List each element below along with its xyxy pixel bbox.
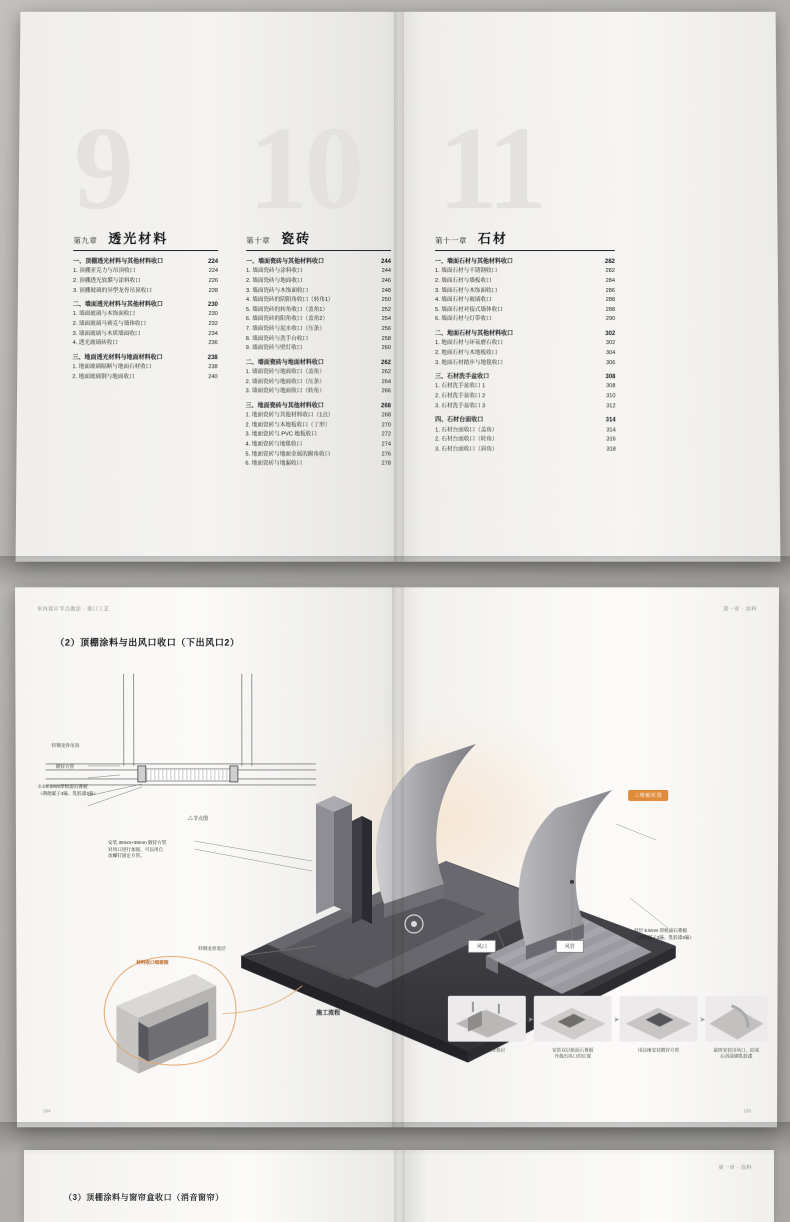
toc-item-text: 1. 地面玻璃隔断与地面石材收口 (72, 364, 152, 371)
toc-item[interactable] (435, 277, 615, 287)
process-step-1: 安装好吊龙骨基层 (468, 1047, 506, 1053)
toc-item[interactable] (246, 296, 391, 306)
callout-galvanized-tube: 镀锌方管 (55, 763, 75, 769)
toc-group (435, 372, 616, 411)
toc-item-page: 258 (381, 335, 391, 342)
toc-section-heading[interactable] (246, 401, 391, 411)
chapter-block-9 (72, 228, 218, 385)
toc-item-page: 236 (208, 340, 218, 347)
toc-item-page: 288 (605, 297, 616, 304)
callout-detail-title: 材料收口细部图 (136, 959, 169, 965)
page-number-right: 185 (743, 1108, 752, 1114)
toc-item-text: 2. 墙面瓷砖与地面收口 (246, 277, 303, 284)
spread-shadow-top (0, 556, 790, 590)
toc-item-text: 2. 墙面玻璃马赛克与墙体收口 (72, 321, 147, 328)
toc-item-text: 5. 地面瓷砖与地面金属的踢角收口 (245, 451, 331, 458)
bottom-partial-title: （3）顶棚涂料与窗帘盒收口（消音窗帘） (64, 1193, 224, 1202)
toc-item[interactable] (246, 277, 391, 287)
toc-item-text: 1. 石材台面收口（盖角） (435, 426, 498, 434)
toc-item[interactable] (246, 306, 391, 316)
toc-item-text: 1. 墙面石材与不锈钢收口 (434, 268, 498, 275)
toc-item[interactable] (245, 421, 390, 431)
toc-section-page: 314 (605, 417, 616, 424)
toc-item[interactable] (435, 296, 615, 306)
toc-section-page: 308 (605, 374, 616, 381)
toc-item-text: 3. 墙面瓷砖与地面收口（转角） (245, 388, 325, 395)
toc-spread (16, 12, 781, 562)
toc-item-text: 3. 顶棚玻璃的异型龙骨吊顶收口 (72, 287, 152, 294)
toc-group (435, 416, 616, 455)
toc-item-page: 306 (606, 359, 616, 366)
toc-item-page: 312 (606, 402, 616, 409)
toc-section-page: 262 (380, 359, 391, 366)
toc-item-text: 2. 墙面石材与墙板收口 (434, 277, 492, 284)
toc-section-text: 一、墙面瓷砖与其他材料收口 (246, 259, 325, 266)
chapter-block-11 (435, 228, 616, 457)
toc-group (245, 401, 391, 469)
toc-item-text: 3. 墙面瓷砖与木饰面收口 (245, 287, 309, 294)
toc-section-text: 二、墙面透光材料与其他材料收口 (72, 302, 163, 309)
toc-item[interactable] (246, 335, 391, 345)
toc-item[interactable] (435, 383, 615, 393)
toc-item[interactable] (435, 306, 615, 316)
toc-item-page: 316 (606, 436, 616, 443)
toc-section-heading[interactable] (73, 300, 218, 310)
toc-group (246, 257, 391, 354)
toc-item-page: 290 (605, 316, 616, 323)
toc-item[interactable] (72, 363, 217, 373)
toc-item[interactable] (73, 330, 218, 340)
toc-item-page: 304 (605, 349, 616, 356)
toc-item-text: 4. 地面瓷砖与地毯收口 (245, 441, 303, 448)
badge-3d-analysis: 三维解析图 (628, 790, 668, 801)
toc-item[interactable] (435, 426, 616, 436)
toc-section-heading[interactable] (435, 372, 615, 382)
chapter-title: 石材 (477, 231, 508, 247)
toc-item[interactable] (245, 431, 391, 441)
toc-item-text: 4. 墙面瓷砖的阴阳角收口（转角1） (245, 297, 334, 304)
toc-item-page: 240 (208, 373, 218, 381)
ghost-number-11: 11 (437, 101, 544, 235)
callout-install-tube: 安装 30mm×30mm 镀锌方管 对风口进行加固，可以用自 攻螺钉固定方管。 (107, 839, 167, 859)
toc-section-page: 302 (605, 331, 616, 338)
toc-item-text: 1. 墙面瓷砖与涂料收口 (246, 268, 303, 275)
toc-item-page: 250 (381, 297, 391, 304)
toc-item[interactable] (245, 460, 391, 470)
toc-section-heading[interactable] (72, 353, 217, 363)
process-panel-3 (620, 996, 698, 1042)
toc-section-heading[interactable] (246, 257, 391, 267)
toc-item[interactable] (246, 412, 391, 422)
bottom-partial-spread (24, 1150, 774, 1222)
toc-section-text: 一、墙面石材与其他材料收口 (434, 259, 513, 266)
toc-item-page: 260 (381, 345, 391, 352)
toc-item[interactable] (73, 310, 218, 320)
running-head-right: 第一章 · 涂料 (723, 606, 757, 613)
toc-left-page (16, 12, 398, 562)
technical-spread (15, 587, 779, 1127)
toc-item[interactable] (246, 315, 391, 325)
toc-section-text: 三、地面瓷砖与其他材料收口 (245, 403, 324, 410)
toc-group (246, 358, 391, 397)
toc-item-page: 268 (381, 412, 391, 419)
toc-right-page (398, 12, 780, 562)
chapter-label: 第十一章 (434, 236, 467, 246)
toc-item-page: 288 (605, 306, 616, 313)
toc-item[interactable] (246, 325, 391, 335)
process-panel-1 (448, 996, 526, 1042)
toc-section-text: 一、顶棚透光材料与其他材料收口 (73, 259, 164, 266)
toc-item-page: 284 (605, 277, 615, 284)
toc-item-page: 234 (208, 330, 218, 337)
chapter-title: 透光材料 (108, 231, 169, 247)
toc-item-page: 246 (381, 277, 392, 284)
section-caption: △节点图 (187, 815, 208, 822)
toc-item[interactable] (435, 339, 615, 349)
toc-item-page: 308 (606, 383, 616, 390)
toc-item[interactable] (435, 267, 615, 277)
toc-section-heading[interactable] (73, 257, 218, 267)
toc-item-text: 3. 石材台面收口（斜角） (435, 446, 498, 453)
toc-section-page: 238 (207, 354, 218, 362)
toc-item-text: 2. 墙面瓷砖与地面收口（压条） (245, 378, 325, 385)
toc-item-page: 244 (381, 268, 392, 275)
toc-item[interactable] (246, 287, 391, 297)
callout-double-gypsum: 双层 9.5mm 厚纸面石膏板 （满批腻子3遍、乳胶漆3遍） (633, 927, 695, 940)
bottom-running-head: 第一章 · 涂料 (718, 1165, 752, 1171)
toc-section-text: 四、石材台面收口 (435, 417, 484, 424)
toc-item-text: 5. 墙面石材对接式墙体收口 (435, 306, 503, 313)
process-step-2: 安装双层纸面石膏板 并裁出风口的位置 (552, 1047, 594, 1060)
toc-group (72, 353, 217, 383)
toc-item-text: 9. 墙面瓷砖与壁灯收口 (245, 345, 303, 352)
toc-item-text: 1. 地面石材与环氧磨石收口 (435, 340, 503, 347)
toc-item-page: 248 (381, 287, 391, 294)
toc-section-page: 224 (208, 259, 219, 266)
process-arrow-3: ➤ (699, 1016, 706, 1024)
chapter-head-11 (435, 228, 615, 251)
chapter-label: 第十章 (246, 236, 271, 246)
toc-item-text: 1. 墙面玻璃与木饰面收口 (72, 311, 136, 318)
toc-group (435, 329, 615, 368)
process-step-4: 最终安装出风口，结束 后再涂刷乳胶漆 (713, 1047, 760, 1060)
toc-item-text: 4. 透光玻璃砖收口 (72, 340, 119, 347)
toc-item-page: 310 (606, 393, 616, 400)
toc-item-text: 2. 顶棚透光软膜与涂料收口 (73, 277, 141, 284)
toc-item[interactable] (246, 368, 391, 378)
toc-item-page: 264 (381, 378, 391, 385)
toc-section-page: 244 (380, 259, 392, 266)
toc-item-page: 254 (381, 316, 391, 323)
toc-item-page: 314 (606, 426, 616, 434)
chapter-label: 第九章 (73, 236, 98, 246)
process-arrow-2: ➤ (613, 1016, 620, 1024)
toc-item-page: 272 (381, 431, 391, 438)
toc-section-heading[interactable] (435, 416, 616, 426)
toc-item-text: 5. 墙面瓷砖的转角收口（盖角1） (245, 306, 329, 313)
toc-item-text: 6. 墙面石材与灯带收口 (435, 316, 492, 323)
toc-item-text: 3. 墙面玻璃与木质墙面收口 (72, 330, 141, 337)
toc-item-page: 238 (208, 364, 218, 371)
toc-item-text: 3. 地面石材踏步与地毯收口 (435, 359, 503, 366)
toc-item-page: 278 (381, 460, 391, 468)
chapter-block-10 (245, 228, 391, 472)
chapter-title: 瓷砖 (281, 231, 312, 247)
toc-section-page: 230 (207, 302, 218, 309)
chapter-head-9 (73, 228, 218, 251)
chapter-head-10 (246, 228, 391, 251)
toc-item-page: 256 (381, 325, 391, 333)
toc-item[interactable] (73, 267, 218, 277)
toc-group (73, 257, 218, 296)
toc-item-text: 1. 墙面瓷砖与地面收口（盖角） (245, 369, 325, 376)
toc-item[interactable] (435, 436, 616, 446)
toc-group (73, 300, 218, 349)
toc-item[interactable] (73, 320, 218, 330)
toc-item-text: 1. 石材洗手盆收口 1 (435, 383, 486, 390)
toc-section-heading[interactable] (435, 257, 615, 267)
toc-item-text: 2. 石材台面收口（转角） (435, 436, 498, 443)
toc-item-page: 232 (208, 321, 218, 328)
toc-item-text: 3. 墙面石材与木饰面收口 (435, 287, 498, 294)
toc-item[interactable] (73, 277, 218, 287)
toc-section-text: 三、石材洗手盆收口 (435, 374, 490, 381)
ghost-number-10: 10 (248, 101, 361, 235)
toc-item-text: 2. 石材洗手盆收口 2 (435, 393, 486, 400)
toc-item[interactable] (73, 339, 218, 349)
toc-section-heading[interactable] (246, 358, 391, 368)
toc-item[interactable] (435, 349, 615, 359)
toc-section-text: 二、墙面瓷砖与地面材料收口 (245, 359, 324, 366)
toc-item-text: 2. 地面瓷砖与木地板收口（丁形） (245, 422, 331, 429)
toc-item[interactable] (72, 373, 217, 383)
page-number-left: 184 (42, 1108, 51, 1114)
toc-section-text: 三、地面透光材料与地面材料收口 (72, 354, 163, 362)
toc-section-page: 282 (604, 259, 615, 266)
toc-item[interactable] (246, 378, 391, 388)
process-arrow-1: ➤ (527, 1016, 534, 1024)
toc-item-page: 274 (381, 441, 391, 448)
tag-air-duct: 风管 (556, 940, 584, 953)
toc-group (435, 257, 615, 325)
toc-item-text: 4. 墙面石材与玻璃收口 (435, 297, 492, 304)
spread-shadow-bottom (0, 1122, 790, 1156)
process-label: 施工流程 (316, 1010, 341, 1017)
toc-item-page: 282 (605, 268, 615, 275)
toc-item-page: 230 (208, 311, 218, 318)
toc-item-text: 7. 墙面瓷砖与泥水收口（压条） (245, 325, 325, 333)
callout-keel: 轻钢龙骨吊顶 (51, 742, 80, 748)
callout-gypsum-board: ①②9.5mm厚纸面石膏板 （满批腻子3遍、乳胶漆3遍） (37, 783, 99, 796)
isometric-detail-drawing (15, 656, 778, 1126)
toc-item-page: 318 (606, 446, 616, 453)
callout-keel-base: 轻钢龙骨基层 (198, 945, 226, 951)
toc-item[interactable] (435, 392, 615, 402)
process-step-3: 用边缘安装镀锌方管 (637, 1047, 680, 1053)
toc-item-text: 1. 地面瓷砖与其他材料收口（1点） (245, 412, 334, 419)
toc-item[interactable] (435, 287, 615, 297)
toc-item-text: 2. 地面玻璃钢与地面收口 (72, 373, 135, 381)
toc-item-page: 262 (381, 369, 391, 376)
tag-air-outlet: 风口 (468, 940, 496, 953)
toc-item[interactable] (73, 287, 218, 297)
toc-item[interactable] (246, 388, 391, 398)
toc-item-text: 3. 地面瓷砖与 PVC 地板收口 (245, 431, 317, 438)
toc-item[interactable] (246, 344, 391, 354)
toc-item-page: 270 (381, 422, 391, 429)
toc-item-page: 286 (605, 287, 616, 294)
toc-item-page: 302 (605, 340, 616, 347)
toc-item-text: 2. 地面石材与木地板收口 (435, 349, 498, 356)
toc-item[interactable] (245, 450, 391, 460)
toc-item-page: 276 (381, 451, 391, 458)
toc-item-text: 6. 墙面瓷砖的阳角收口（盖角2） (245, 316, 329, 323)
toc-item[interactable] (435, 315, 615, 325)
toc-item[interactable] (435, 402, 616, 412)
figure-title: （2）顶棚涂料与出风口收口（下出风口2） (55, 637, 240, 648)
toc-item-text: 1. 顶棚亚克力与吊顶收口 (73, 268, 136, 275)
toc-item-page: 266 (381, 388, 391, 395)
toc-item-text: 3. 石材洗手盆收口 3 (435, 402, 486, 409)
toc-item[interactable] (246, 267, 391, 277)
toc-item-page: 252 (381, 306, 391, 313)
toc-item-text: 8. 墙面瓷砖与洗手台收口 (245, 335, 309, 342)
toc-item[interactable] (435, 445, 616, 455)
process-panel-2 (534, 996, 612, 1042)
toc-item[interactable] (245, 441, 391, 451)
toc-item-page: 226 (208, 277, 219, 284)
toc-item-page: 228 (208, 287, 218, 294)
running-head-left: 室内设计节点做法 · 收口工艺 (37, 606, 110, 613)
process-panel-4 (705, 996, 767, 1042)
toc-section-heading[interactable] (435, 329, 615, 339)
toc-section-text: 二、地面石材与其他材料收口 (435, 331, 514, 338)
toc-item-page: 224 (208, 268, 219, 275)
ghost-number-9: 9 (73, 101, 131, 235)
toc-item-text: 6. 地面瓷砖与地漏收口 (245, 460, 303, 468)
toc-section-page: 268 (380, 403, 391, 410)
toc-item[interactable] (435, 359, 615, 369)
